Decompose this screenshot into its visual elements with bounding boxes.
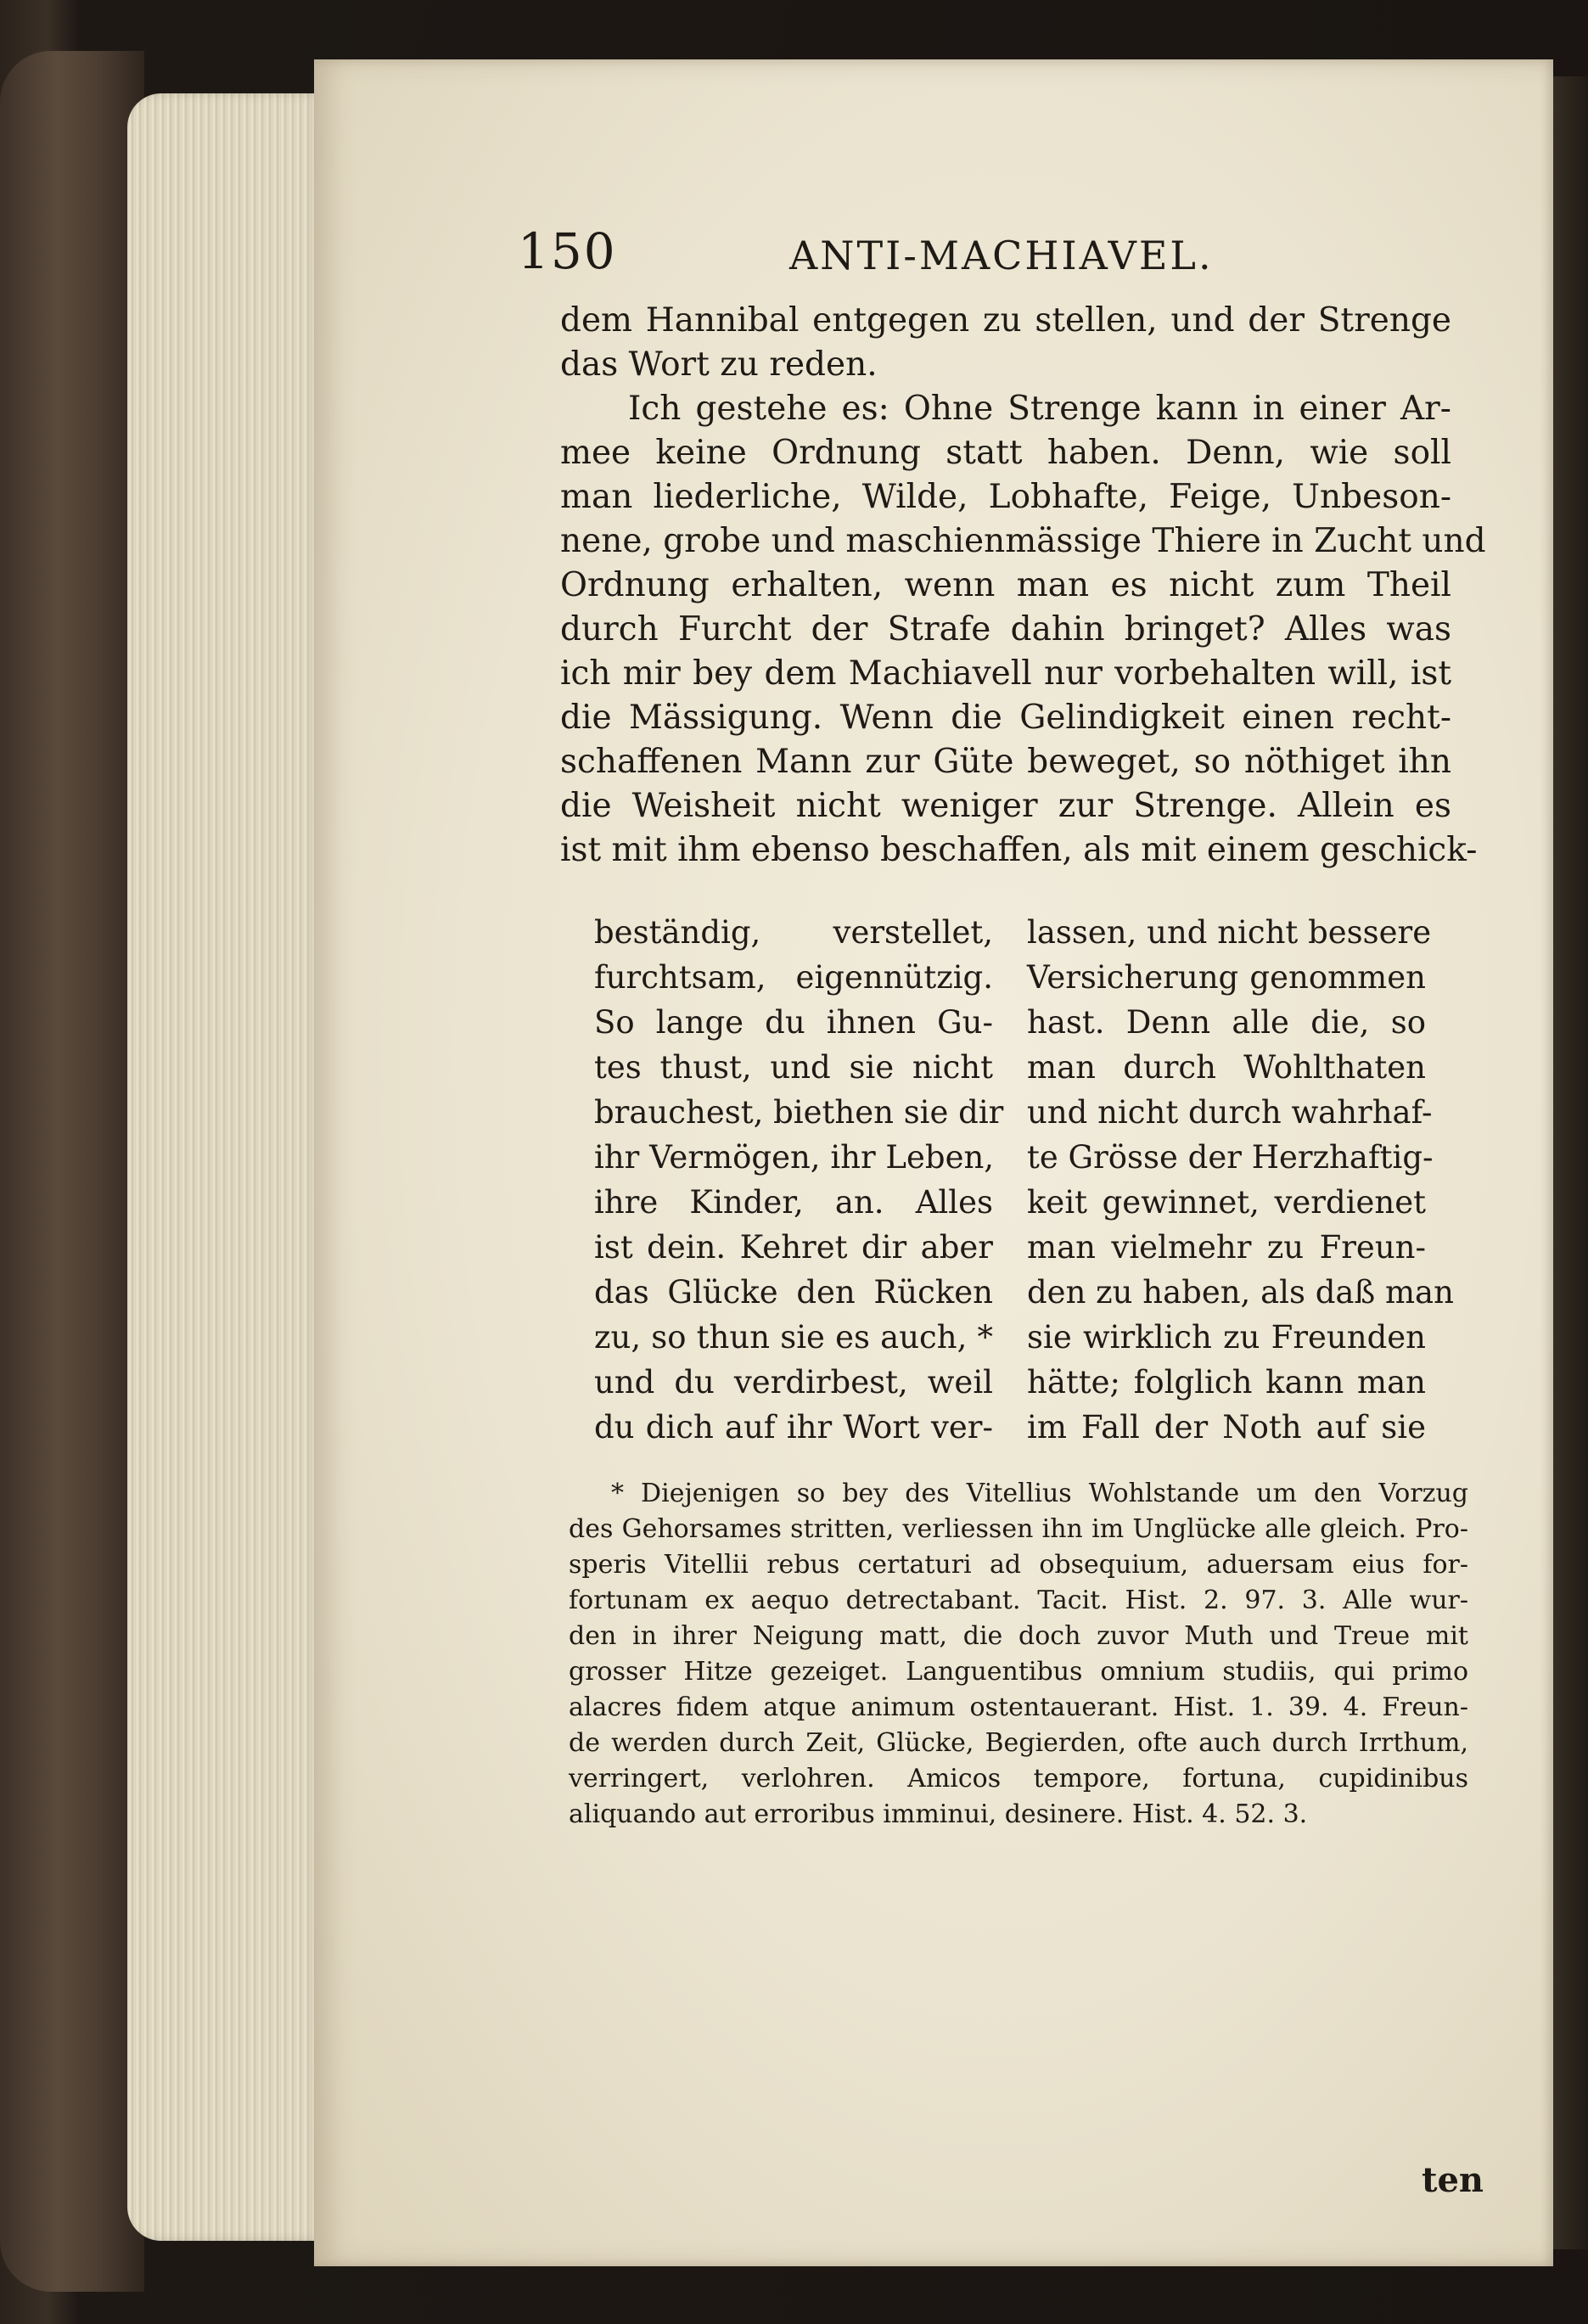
footnote-line: den in ihrer Neigung matt, die doch zuvor Muth und Treue mit <box>569 1621 1468 1651</box>
book-cover-spine <box>0 51 144 2292</box>
footnote-line: grosser Hitze gezeiget. Languentibus omnium studiis, qui primo <box>569 1657 1468 1687</box>
text-line: Ich gestehe es: Ohne Strenge kann in einer Ar- <box>628 390 1451 428</box>
page-header <box>518 222 1451 282</box>
column-line: sie wirklich zu Freunden <box>1027 1319 1426 1356</box>
column-line: So lange du ihnen Gu- <box>594 1004 993 1041</box>
text-line: die Mässigung. Wenn die Gelindigkeit einen recht- <box>560 699 1451 737</box>
text-line: ich mir bey dem Machiavell nur vorbehalten will, ist <box>560 654 1451 693</box>
page-edges <box>127 93 323 2241</box>
column-line: das Glücke den Rücken <box>594 1274 993 1311</box>
column-line: zu, so thun sie es auch, * <box>594 1319 993 1356</box>
text-line: schaffenen Mann zur Güte beweget, so nöthiget ihn <box>560 743 1451 781</box>
footnote-line: alacres fidem atque animum ostentauerant. Hist. 1. 39. 4. Freun- <box>569 1692 1468 1722</box>
column-line: den zu haben, als daß man <box>1027 1274 1454 1311</box>
catchword: ten <box>1422 2160 1484 2200</box>
text-line: mee keine Ordnung statt haben. Denn, wie soll <box>560 434 1451 472</box>
text-line: nene, grobe und maschienmässige Thiere in Zucht und <box>560 522 1486 560</box>
footnote-line: speris Vitellii rebus certaturi ad obsequium, aduersam eius for- <box>569 1550 1468 1580</box>
column-line: Versicherung genommen <box>1027 959 1426 996</box>
column-line: man durch Wohlthaten <box>1027 1049 1426 1086</box>
page-number: 150 <box>518 222 617 280</box>
column-line: beständig, verstellet, <box>594 914 993 951</box>
text-line: dem Hannibal entgegen zu stellen, und der Strenge <box>560 301 1451 340</box>
footnote-line: des Gehorsames stritten, verliessen ihn im Unglücke alle gleich. Pro- <box>569 1514 1468 1544</box>
column-line: lassen, und nicht bessere <box>1027 914 1432 951</box>
text-line: ist mit ihm ebenso beschaffen, als mit einem geschick- <box>560 831 1478 869</box>
column-line: du dich auf ihr Wort ver- <box>594 1409 993 1445</box>
column-line: brauchest, biethen sie dir <box>594 1094 1004 1131</box>
footnote-line: aliquando aut erroribus imminui, desinere. Hist. 4. 52. 3. <box>569 1799 1308 1829</box>
column-line: ist dein. Kehret dir aber <box>594 1229 993 1266</box>
column-line: und nicht durch wahrhaf- <box>1027 1094 1433 1131</box>
text-line: Ordnung erhalten, wenn man es nicht zum Theil <box>560 566 1451 604</box>
column-line: tes thust, und sie nicht <box>594 1049 993 1086</box>
column-line: keit gewinnet, verdienet <box>1027 1184 1426 1221</box>
column-line: furchtsam, eigennützig. <box>594 959 993 996</box>
column-line: man vielmehr zu Freun- <box>1027 1229 1426 1266</box>
text-line: durch Furcht der Strafe dahin bringet? Alles was <box>560 610 1451 648</box>
column-line: ihr Vermögen, ihr Leben, <box>594 1139 995 1176</box>
text-line: die Weisheit nicht weniger zur Strenge. Allein es <box>560 787 1451 825</box>
text-line: man liederliche, Wilde, Lobhafte, Feige, Unbeson- <box>560 478 1451 516</box>
running-title: ANTI-MACHIAVEL. <box>789 233 1214 278</box>
text-line: das Wort zu reden. <box>560 345 878 384</box>
column-line: und du verdirbest, weil <box>594 1364 993 1401</box>
footnote-line: de werden durch Zeit, Glücke, Begierden, ofte auch durch Irrthum, <box>569 1728 1468 1758</box>
column-line: te Grösse der Herzhaftig- <box>1027 1139 1434 1176</box>
column-line: hast. Denn alle die, so <box>1027 1004 1426 1041</box>
footnote-line: * Diejenigen so bey des Vitellius Wohlstande um den Vorzug <box>611 1479 1468 1508</box>
column-line: ihre Kinder, an. Alles <box>594 1184 993 1221</box>
column-line: hätte; folglich kann man <box>1027 1364 1426 1401</box>
footnote-line: verringert, verlohren. Amicos tempore, fortuna, cupidinibus <box>569 1764 1468 1794</box>
footnote-line: fortunam ex aequo detrectabant. Tacit. Hist. 2. 97. 3. Alle wur- <box>569 1586 1468 1615</box>
column-line: im Fall der Noth auf sie <box>1027 1409 1426 1445</box>
